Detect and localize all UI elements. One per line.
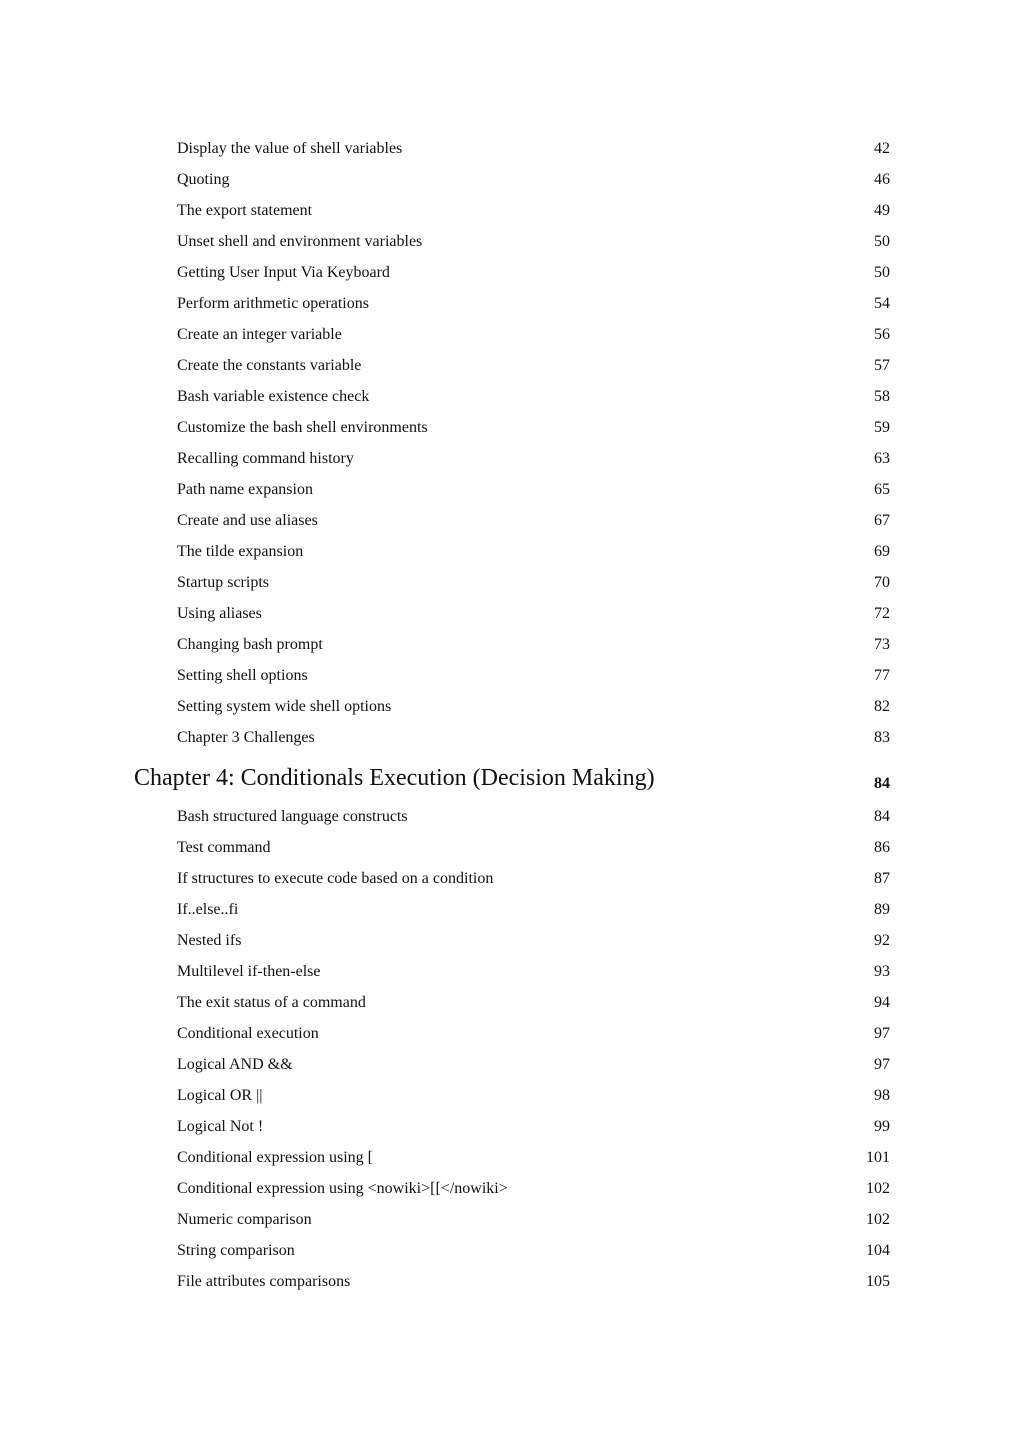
toc-entry-title: Test command (177, 839, 271, 856)
toc-entry-title: Create an integer variable (177, 326, 342, 343)
toc-entry[interactable] (0, 1266, 1024, 1297)
toc-entry-page-number: 65 (874, 481, 890, 498)
toc-entry-title: If structures to execute code based on a condition (177, 870, 494, 887)
toc-entry-page-number: 97 (874, 1025, 890, 1042)
toc-entry-title: Create and use aliases (177, 512, 318, 529)
toc-entry[interactable] (0, 691, 1024, 722)
toc-entry[interactable] (0, 1142, 1024, 1173)
toc-entry-title: File attributes comparisons (177, 1273, 351, 1290)
toc-entry-title: Chapter 3 Challenges (177, 729, 315, 746)
toc-entry-title: Setting shell options (177, 667, 308, 684)
chapter-heading[interactable] (0, 761, 1024, 801)
toc-list (0, 133, 1024, 1297)
toc-entry-page-number: 97 (874, 1056, 890, 1073)
toc-entry[interactable] (0, 598, 1024, 629)
toc-entry[interactable] (0, 1111, 1024, 1142)
toc-entry-page-number: 93 (874, 963, 890, 980)
toc-entry-page-number: 83 (874, 729, 890, 746)
toc-entry-page-number: 50 (874, 264, 890, 281)
toc-entry[interactable] (0, 381, 1024, 412)
toc-entry-page-number: 89 (874, 901, 890, 918)
toc-entry[interactable] (0, 956, 1024, 987)
toc-entry[interactable] (0, 133, 1024, 164)
toc-entry-title: Startup scripts (177, 574, 269, 591)
toc-entry-title: Multilevel if-then-else (177, 963, 321, 980)
toc-entry-title: Using aliases (177, 605, 262, 622)
toc-entry-title: Conditional execution (177, 1025, 319, 1042)
toc-entry-page-number: 87 (874, 870, 890, 887)
toc-entry-title: Changing bash prompt (177, 636, 323, 653)
toc-entry-page-number: 102 (866, 1180, 890, 1197)
toc-entry[interactable] (0, 443, 1024, 474)
toc-entry-title: Customize the bash shell environments (177, 419, 428, 436)
toc-entry[interactable] (0, 164, 1024, 195)
toc-entry-page-number: 57 (874, 357, 890, 374)
toc-entry-page-number: 86 (874, 839, 890, 856)
toc-entry[interactable] (0, 660, 1024, 691)
toc-entry[interactable] (0, 288, 1024, 319)
toc-entry[interactable] (0, 350, 1024, 381)
toc-entry-page-number: 56 (874, 326, 890, 343)
toc-entry[interactable] (0, 629, 1024, 660)
toc-entry-title: Quoting (177, 171, 230, 188)
toc-entry[interactable] (0, 832, 1024, 863)
toc-entry-page-number: 58 (874, 388, 890, 405)
toc-entry[interactable] (0, 722, 1024, 753)
toc-entry-page-number: 77 (874, 667, 890, 684)
toc-entry[interactable] (0, 1173, 1024, 1204)
toc-entry-page-number: 84 (874, 808, 890, 825)
toc-entry-title: Bash variable existence check (177, 388, 370, 405)
toc-entry-title: Perform arithmetic operations (177, 295, 369, 312)
toc-entry-page-number: 69 (874, 543, 890, 560)
toc-entry-title: The tilde expansion (177, 543, 304, 560)
toc-entry-title: Recalling command history (177, 450, 354, 467)
toc-entry[interactable] (0, 505, 1024, 536)
toc-entry-page-number: 104 (866, 1242, 890, 1259)
toc-entry-page-number: 50 (874, 233, 890, 250)
toc-entry-page-number: 73 (874, 636, 890, 653)
toc-entry-title: The exit status of a command (177, 994, 366, 1011)
toc-entry[interactable] (0, 195, 1024, 226)
toc-entry[interactable] (0, 474, 1024, 505)
toc-entry-title: Display the value of shell variables (177, 140, 403, 157)
toc-entry[interactable] (0, 1235, 1024, 1266)
toc-entry[interactable] (0, 536, 1024, 567)
toc-entry-title: Getting User Input Via Keyboard (177, 264, 390, 281)
toc-entry[interactable] (0, 257, 1024, 288)
toc-entry-page-number: 54 (874, 295, 890, 312)
toc-entry-title: Conditional expression using [ (177, 1149, 373, 1166)
toc-entry-title: Setting system wide shell options (177, 698, 392, 715)
toc-entry[interactable] (0, 1049, 1024, 1080)
toc-entry-title: Logical AND && (177, 1056, 293, 1073)
chapter-page-number: 84 (874, 775, 890, 792)
toc-entry-page-number: 67 (874, 512, 890, 529)
toc-entry-title: Conditional expression using <nowiki>[[</nowiki> (177, 1180, 508, 1197)
toc-entry-title: The export statement (177, 202, 313, 219)
toc-entry-page-number: 105 (866, 1273, 890, 1290)
toc-entry[interactable] (0, 226, 1024, 257)
toc-entry[interactable] (0, 987, 1024, 1018)
toc-entry[interactable] (0, 1080, 1024, 1111)
toc-entry-page-number: 70 (874, 574, 890, 591)
toc-entry-title: Create the constants variable (177, 357, 362, 374)
toc-entry-page-number: 92 (874, 932, 890, 949)
toc-entry-page-number: 63 (874, 450, 890, 467)
toc-entry[interactable] (0, 567, 1024, 598)
toc-entry-title: Logical OR || (177, 1087, 263, 1104)
toc-entry[interactable] (0, 1204, 1024, 1235)
toc-entry-title: Logical Not ! (177, 1118, 264, 1135)
toc-entry-page-number: 102 (866, 1211, 890, 1228)
toc-entry-page-number: 98 (874, 1087, 890, 1104)
toc-entry-title: If..else..fi (177, 901, 239, 918)
chapter-title: Chapter 4: Conditionals Execution (Decision Making) (134, 765, 655, 791)
toc-entry-title: Path name expansion (177, 481, 313, 498)
toc-entry[interactable] (0, 412, 1024, 443)
toc-entry[interactable] (0, 925, 1024, 956)
toc-entry-title: String comparison (177, 1242, 295, 1259)
toc-entry-title: Bash structured language constructs (177, 808, 408, 825)
toc-entry-title: Nested ifs (177, 932, 242, 949)
toc-entry-title: Unset shell and environment variables (177, 233, 423, 250)
toc-entry[interactable] (0, 863, 1024, 894)
toc-entry[interactable] (0, 801, 1024, 832)
toc-entry-page-number: 82 (874, 698, 890, 715)
toc-entry[interactable] (0, 319, 1024, 350)
toc-entry-page-number: 49 (874, 202, 890, 219)
toc-entry-page-number: 46 (874, 171, 890, 188)
toc-entry-page-number: 59 (874, 419, 890, 436)
toc-entry-title: Numeric comparison (177, 1211, 312, 1228)
toc-entry-page-number: 94 (874, 994, 890, 1011)
toc-entry-page-number: 72 (874, 605, 890, 622)
toc-entry-page-number: 99 (874, 1118, 890, 1135)
toc-entry-page-number: 42 (874, 140, 890, 157)
toc-entry[interactable] (0, 1018, 1024, 1049)
toc-entry-page-number: 101 (866, 1149, 890, 1166)
toc-entry[interactable] (0, 894, 1024, 925)
